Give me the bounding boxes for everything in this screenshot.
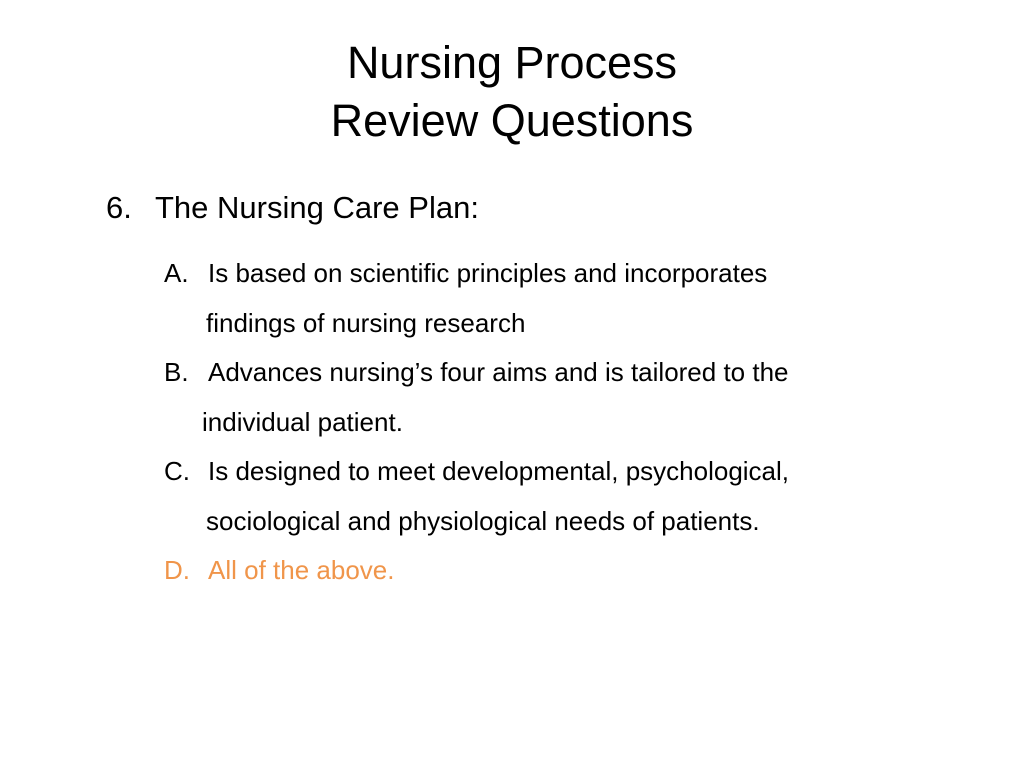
option-b-letter: B. (164, 357, 189, 387)
option-c-text-2: sociological and physiological needs of patients. (206, 505, 760, 536)
option-b-line-1 (164, 348, 984, 398)
option-a-text-1: Is based on scientific principles and incorporates (208, 258, 768, 288)
option-b-text-1: Advances nursing’s four aims and is tailored to the (208, 357, 789, 387)
question-text: The Nursing Care Plan: (155, 190, 479, 225)
option-c-letter: C. (164, 456, 190, 486)
option-a-letter: A. (164, 258, 189, 288)
option-d-text-1: All of the above. (208, 555, 395, 585)
option-d-line-1 (164, 546, 984, 596)
slide-title (0, 34, 1024, 150)
answer-options (164, 249, 984, 596)
option-b-text-2: individual patient. (202, 406, 403, 437)
option-a (164, 249, 984, 348)
question-stem (106, 188, 479, 228)
option-b (164, 348, 984, 447)
title-line-1: Nursing Process (346, 37, 678, 88)
option-a-line-1 (164, 249, 984, 299)
question-number: 6. (106, 190, 132, 225)
option-c-text-1: Is designed to meet developmental, psychological, (208, 456, 790, 486)
option-d (164, 546, 984, 596)
title-line-2: Review Questions (330, 95, 694, 146)
option-d-letter: D. (164, 555, 190, 585)
option-c-line-1 (164, 447, 984, 497)
option-c (164, 447, 984, 546)
option-a-text-2: findings of nursing research (206, 307, 526, 338)
